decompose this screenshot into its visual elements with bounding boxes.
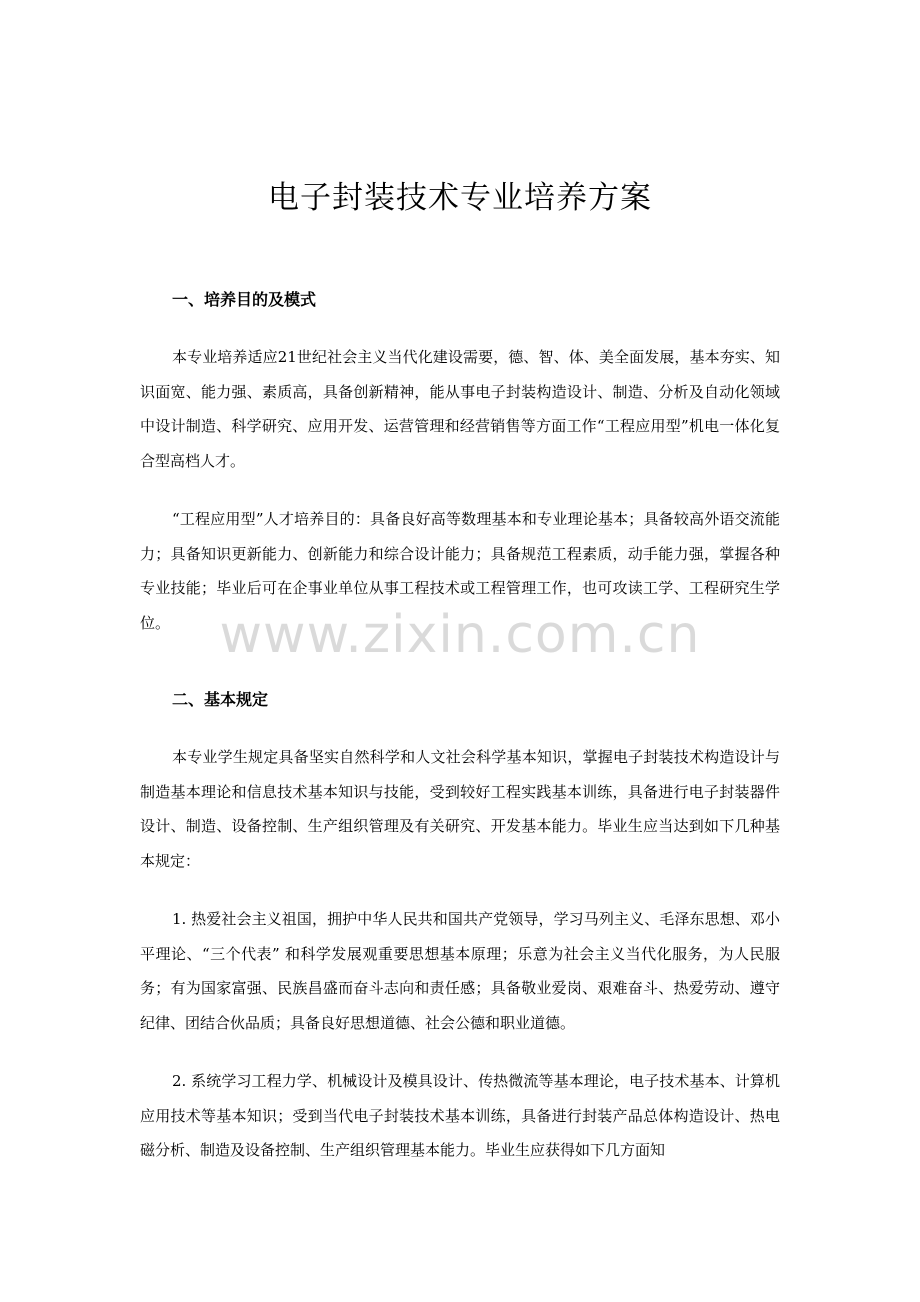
paragraph-requirement-item-1: 1. 热爱社会主义祖国，拥护中华人民共和国共产党领导，学习马列主义、毛泽东思想、邓小平理论、“三个代表” 和科学发展观重要思想基本原理；乐意为社会主义当代化服务，为人民服务；有为国家富强、民族昌盛而奋斗志向和责任感；具备敬业爱岗、艰难奋斗、热爱劳动、遵守纪律、团结合伙品质；具备良好思想道德、社会公德和职业道德。 xyxy=(140,910,780,1032)
paragraph-requirement-item-2: 2. 系统学习工程力学、机械设计及模具设计、传热微流等基本理论，电子技术基本、计算机应用技术等基本知识；受到当代电子封装技术基本训练，具备进行封装产品总体构造设计、热电磁分析、制造及设备控制、生产组织管理基本能力。毕业生应获得如下几方面知 xyxy=(140,1072,780,1159)
watermark-text: www.zixin.com.cn xyxy=(219,605,701,665)
paragraph-basic-requirements-1: 本专业学生规定具备坚实自然科学和人文社会科学基本知识，掌握电子封装技术构造设计与制造基本理论和信息技术基本知识与技能，受到较好工程实践基本训练，具备进行电子封装器件设计、制造、设备控制、生产组织管理及有关研究、开发基本能力。毕业生应当达到如下几种基本规定： xyxy=(140,748,780,870)
section-heading-training-goals: 一、培养目的及模式 xyxy=(172,290,317,309)
paragraph-training-goals-2: “工程应用型”人才培养目的：具备良好高等数理基本和专业理论基本；具备较高外语交流能力；具备知识更新能力、创新能力和综合设计能力；具备规范工程素质，动手能力强，掌握各种专业技能；毕业后可在企事业单位从事工程技术或工程管理工作，也可攻读工学、工程研究生学位。 xyxy=(140,510,780,632)
document-title: 电子封装技术专业培养方案 xyxy=(268,180,652,216)
paragraph-training-goals-1: 本专业培养适应21世纪社会主义当代化建设需要，德、智、体、美全面发展，基本夯实、知识面宽、能力强、素质高，具备创新精神，能从事电子封装构造设计、制造、分析及自动化领域中设计制造、科学研究、应用开发、运营管理和经营销售等方面工作“工程应用型”机电一体化复合型高档人才。 xyxy=(140,348,780,470)
section-heading-basic-requirements: 二、基本规定 xyxy=(172,690,269,709)
